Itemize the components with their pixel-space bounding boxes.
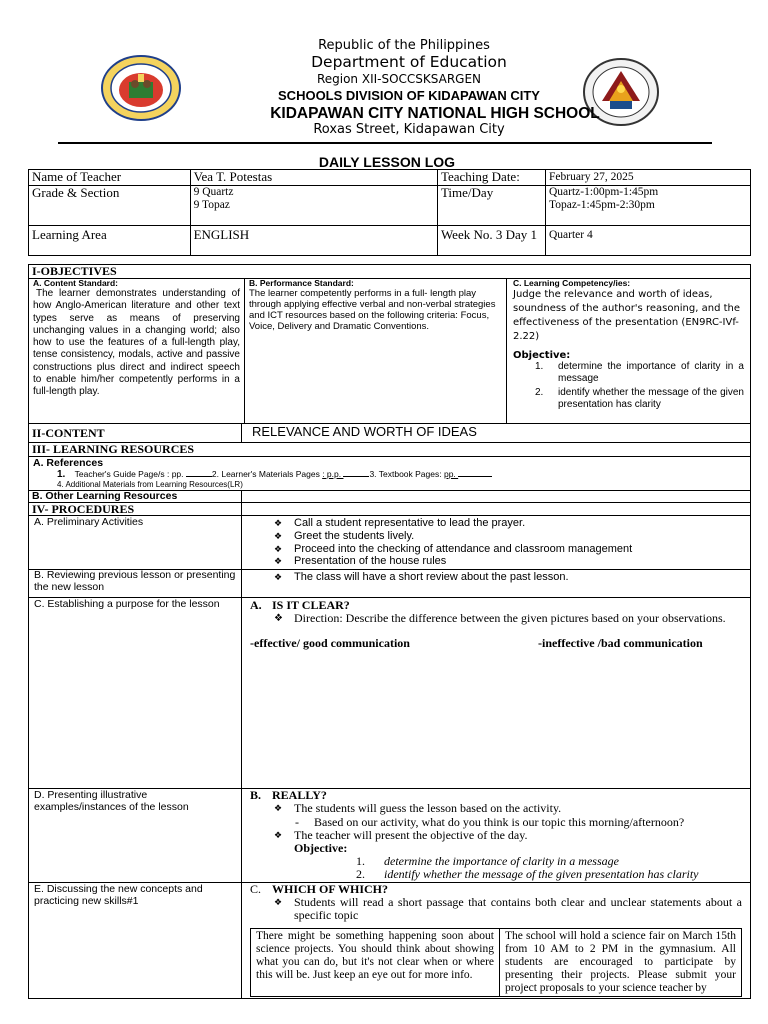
header-address: Roxas Street, Kidapawan City <box>313 122 505 137</box>
references-label: A. References <box>33 457 104 469</box>
ref-tb-pp: pp. <box>443 469 459 479</box>
procedures-table <box>28 423 751 999</box>
content-label: II-CONTENT <box>32 426 105 440</box>
diamond-bullet-icon: ❖ <box>274 896 283 907</box>
page-title: DAILY LESSON LOG <box>318 154 456 170</box>
proc-d-label: D. Presenting illustrative examples/instances of the lesson <box>29 789 242 882</box>
proc-a-list <box>242 517 750 568</box>
references-line <box>33 469 746 480</box>
section-1: 9 Quartz <box>193 186 234 198</box>
performance-standard-cell <box>245 279 507 424</box>
info-table <box>28 169 751 256</box>
diamond-bullet-icon: ❖ <box>274 530 283 541</box>
proc-a-content <box>242 516 751 570</box>
proc-c-content <box>242 598 751 789</box>
proc-d-item-2: ❖ The teacher will present the objective of the day. <box>274 827 528 842</box>
time-value <box>546 186 751 226</box>
diamond-bullet-icon: ❖ <box>274 518 283 528</box>
header-republic: Republic of the Philippines <box>318 38 490 53</box>
passage-table <box>250 928 742 997</box>
proc-d-letter: B. <box>250 788 262 803</box>
proc-a-item: ❖ Greet the students lively. <box>274 529 415 542</box>
header-school: KIDAPAWAN CITY NATIONAL HIGH SCHOOL <box>270 105 600 122</box>
passage-unclear: There might be something happening soon about science projects. You should think about showing what you can do, but it's not clear when or where this will be. Just keep an eye out for more info. <box>251 929 500 997</box>
content-standard-text: The learner demonstrates understanding of how Anglo-American literature and other text types serve as means of preserving unchanging values in a changing world; also how to use the features of a full-length play, tense consistency, modals, active and passive constructions plus direct and indirect speech to enable him/her competently performs in a full-length play. <box>33 288 240 398</box>
proc-d-item-1: ❖ The students will guess the lesson based on the activity. <box>274 801 562 816</box>
ref-tb: 3. Textbook Pages: <box>369 469 444 479</box>
date-label: Teaching Date: <box>437 170 545 186</box>
competency-label: C. Learning Competency/ies: <box>513 278 631 288</box>
deped-seal-logo <box>100 54 182 122</box>
dash-bullet: - <box>295 814 299 829</box>
proc-c-title: IS IT CLEAR? <box>272 598 350 613</box>
content-standard-label: A. Content Standard: <box>33 278 118 288</box>
ref-tg-blank <box>186 476 212 477</box>
procedures-heading: IV- PROCEDURES <box>29 503 242 516</box>
proc-d-sub: - Based on our activity, what do you think is our topic this morning/afternoon? <box>295 814 685 829</box>
resources-heading: III- LEARNING RESOURCES <box>29 443 751 457</box>
ref-lm: 2. Learner's Materials Pages <box>211 469 323 479</box>
proc-b-item: ❖ The class will have a short review about the past lesson. <box>274 571 569 584</box>
proc-d-obj-2: 2. identify whether the message of the given presentation has clarity <box>356 867 699 882</box>
area-label: Learning Area <box>29 226 191 256</box>
diamond-bullet-icon: ❖ <box>274 543 283 554</box>
proc-a-item: ❖ Call a student representative to lead the prayer. <box>274 517 526 529</box>
proc-c-direction: ❖ Direction: Describe the difference between the given pictures based on your observations. <box>274 611 726 626</box>
content-value: RELEVANCE AND WORTH OF IDEAS <box>242 424 751 443</box>
proc-a-item: ❖ Presentation of the house rules <box>274 555 447 568</box>
proc-d-title: REALLY? <box>272 788 327 803</box>
proc-e-letter: C. <box>250 881 262 896</box>
area-value: ENGLISH <box>190 226 437 256</box>
procedures-heading-blank <box>242 503 751 516</box>
time-2: Topaz-1:45pm-2:30pm <box>549 199 655 211</box>
proc-d-obj-1: 1. determine the importance of clarity in a message <box>356 854 619 869</box>
proc-b-content <box>242 570 751 598</box>
quarter-value: Quarter 4 <box>546 226 751 256</box>
proc-c-label: C. Establishing a purpose for the lesson <box>29 598 242 789</box>
diamond-bullet-icon: ❖ <box>274 613 283 625</box>
section-2: 9 Topaz <box>193 199 230 211</box>
content-label-cell <box>29 424 242 443</box>
references-cell <box>29 457 751 491</box>
teacher-label: Name of Teacher <box>29 170 191 186</box>
diamond-bullet-icon: ❖ <box>274 572 283 583</box>
proc-e-content <box>242 882 751 998</box>
objective-item-2 <box>513 387 744 411</box>
date-value: February 27, 2025 <box>546 170 751 186</box>
objective-item-1 <box>513 361 744 385</box>
performance-standard-text: The learner competently performs in a full- length play through applying effective verbal and non-verbal strategies and ICT resources based on the following criteria: Focus, Voice, Delivery and Dramatic Conventions. <box>249 288 496 332</box>
week-label: Week No. 3 Day 1 <box>437 226 545 256</box>
objective-text-1: determine the importance of clarity in a message <box>558 361 744 384</box>
ref-additional: 4. Additional Materials from Learning Resources(LR) <box>57 480 243 489</box>
objective-text-2: identify whether the message of the given presentation has clarity <box>558 387 744 410</box>
performance-standard-label: B. Performance Standard: <box>249 278 354 288</box>
objectives-table <box>28 264 751 424</box>
passage-clear: The school will hold a science fair on March 15th from 10 AM to 2 PM in the gymnasium. All students are encouraged to participate by presenting their projects. Please submit your project proposals to your science teacher by <box>500 929 742 997</box>
diamond-bullet-icon: ❖ <box>274 829 283 840</box>
other-resources-label: B. Other Learning Resources <box>29 491 242 503</box>
proc-d-content <box>242 789 751 882</box>
proc-c-title-row <box>250 598 742 612</box>
objective-num-1: 1. <box>535 361 544 372</box>
section-value <box>190 186 437 226</box>
teacher-value: Vea T. Potestas <box>190 170 437 186</box>
ref-tg: Teacher's Guide Page/s : pp. <box>74 469 186 479</box>
proc-a-item: ❖ Proceed into the checking of attendance and classroom management <box>274 542 633 555</box>
time-label: Time/Day <box>437 186 545 226</box>
competency-text: Judge the relevance and worth of ideas, soundness of the author's reasoning, and the effectiveness of the presentation (EN9RC-IVf-2.22) <box>513 289 741 342</box>
proc-b-list <box>242 571 750 584</box>
ref-num: 1. <box>57 469 66 480</box>
proc-d-objective-label: Objective: <box>294 841 348 855</box>
header-region: Region XII-SOCCSKSARGEN <box>316 72 482 86</box>
proc-e-title: WHICH OF WHICH? <box>272 881 389 896</box>
objectives-heading: I-OBJECTIVES <box>29 265 751 279</box>
other-resources-value <box>242 491 751 503</box>
proc-e-label: E. Discussing the new concepts and practicing new skills#1 <box>29 882 242 998</box>
competency-cell <box>507 279 751 424</box>
diamond-bullet-icon: ❖ <box>274 803 283 814</box>
ref-lm-blank <box>343 476 369 477</box>
proc-c-bad: -ineffective /bad communication <box>538 635 703 650</box>
ref-lm-pp: : p.p. <box>322 469 344 479</box>
proc-c-comparison <box>250 636 742 652</box>
objective-num-2: 2. <box>535 387 544 398</box>
proc-c-letter: A. <box>250 598 262 613</box>
proc-b-label: B. Reviewing previous lesson or presenting the new lesson <box>29 570 242 598</box>
proc-c-good: -effective/ good communication <box>250 635 410 650</box>
header-department: Department of Education <box>311 53 507 71</box>
diamond-bullet-icon: ❖ <box>274 556 283 567</box>
ref-tb-blank <box>458 476 492 477</box>
proc-e-item: ❖ Students will read a short passage that contains both clear and unclear statements about a specific topic <box>274 894 742 923</box>
header-divider <box>58 142 712 144</box>
time-1: Quartz-1:00pm-1:45pm <box>549 186 659 198</box>
header-division: SCHOOLS DIVISION OF KIDAPAWAN CITY <box>278 88 540 103</box>
content-standard-cell <box>29 279 245 424</box>
grade-label: Grade & Section <box>29 186 191 226</box>
proc-a-label: A. Preliminary Activities <box>29 516 242 570</box>
objective-label: Objective: <box>513 350 571 361</box>
